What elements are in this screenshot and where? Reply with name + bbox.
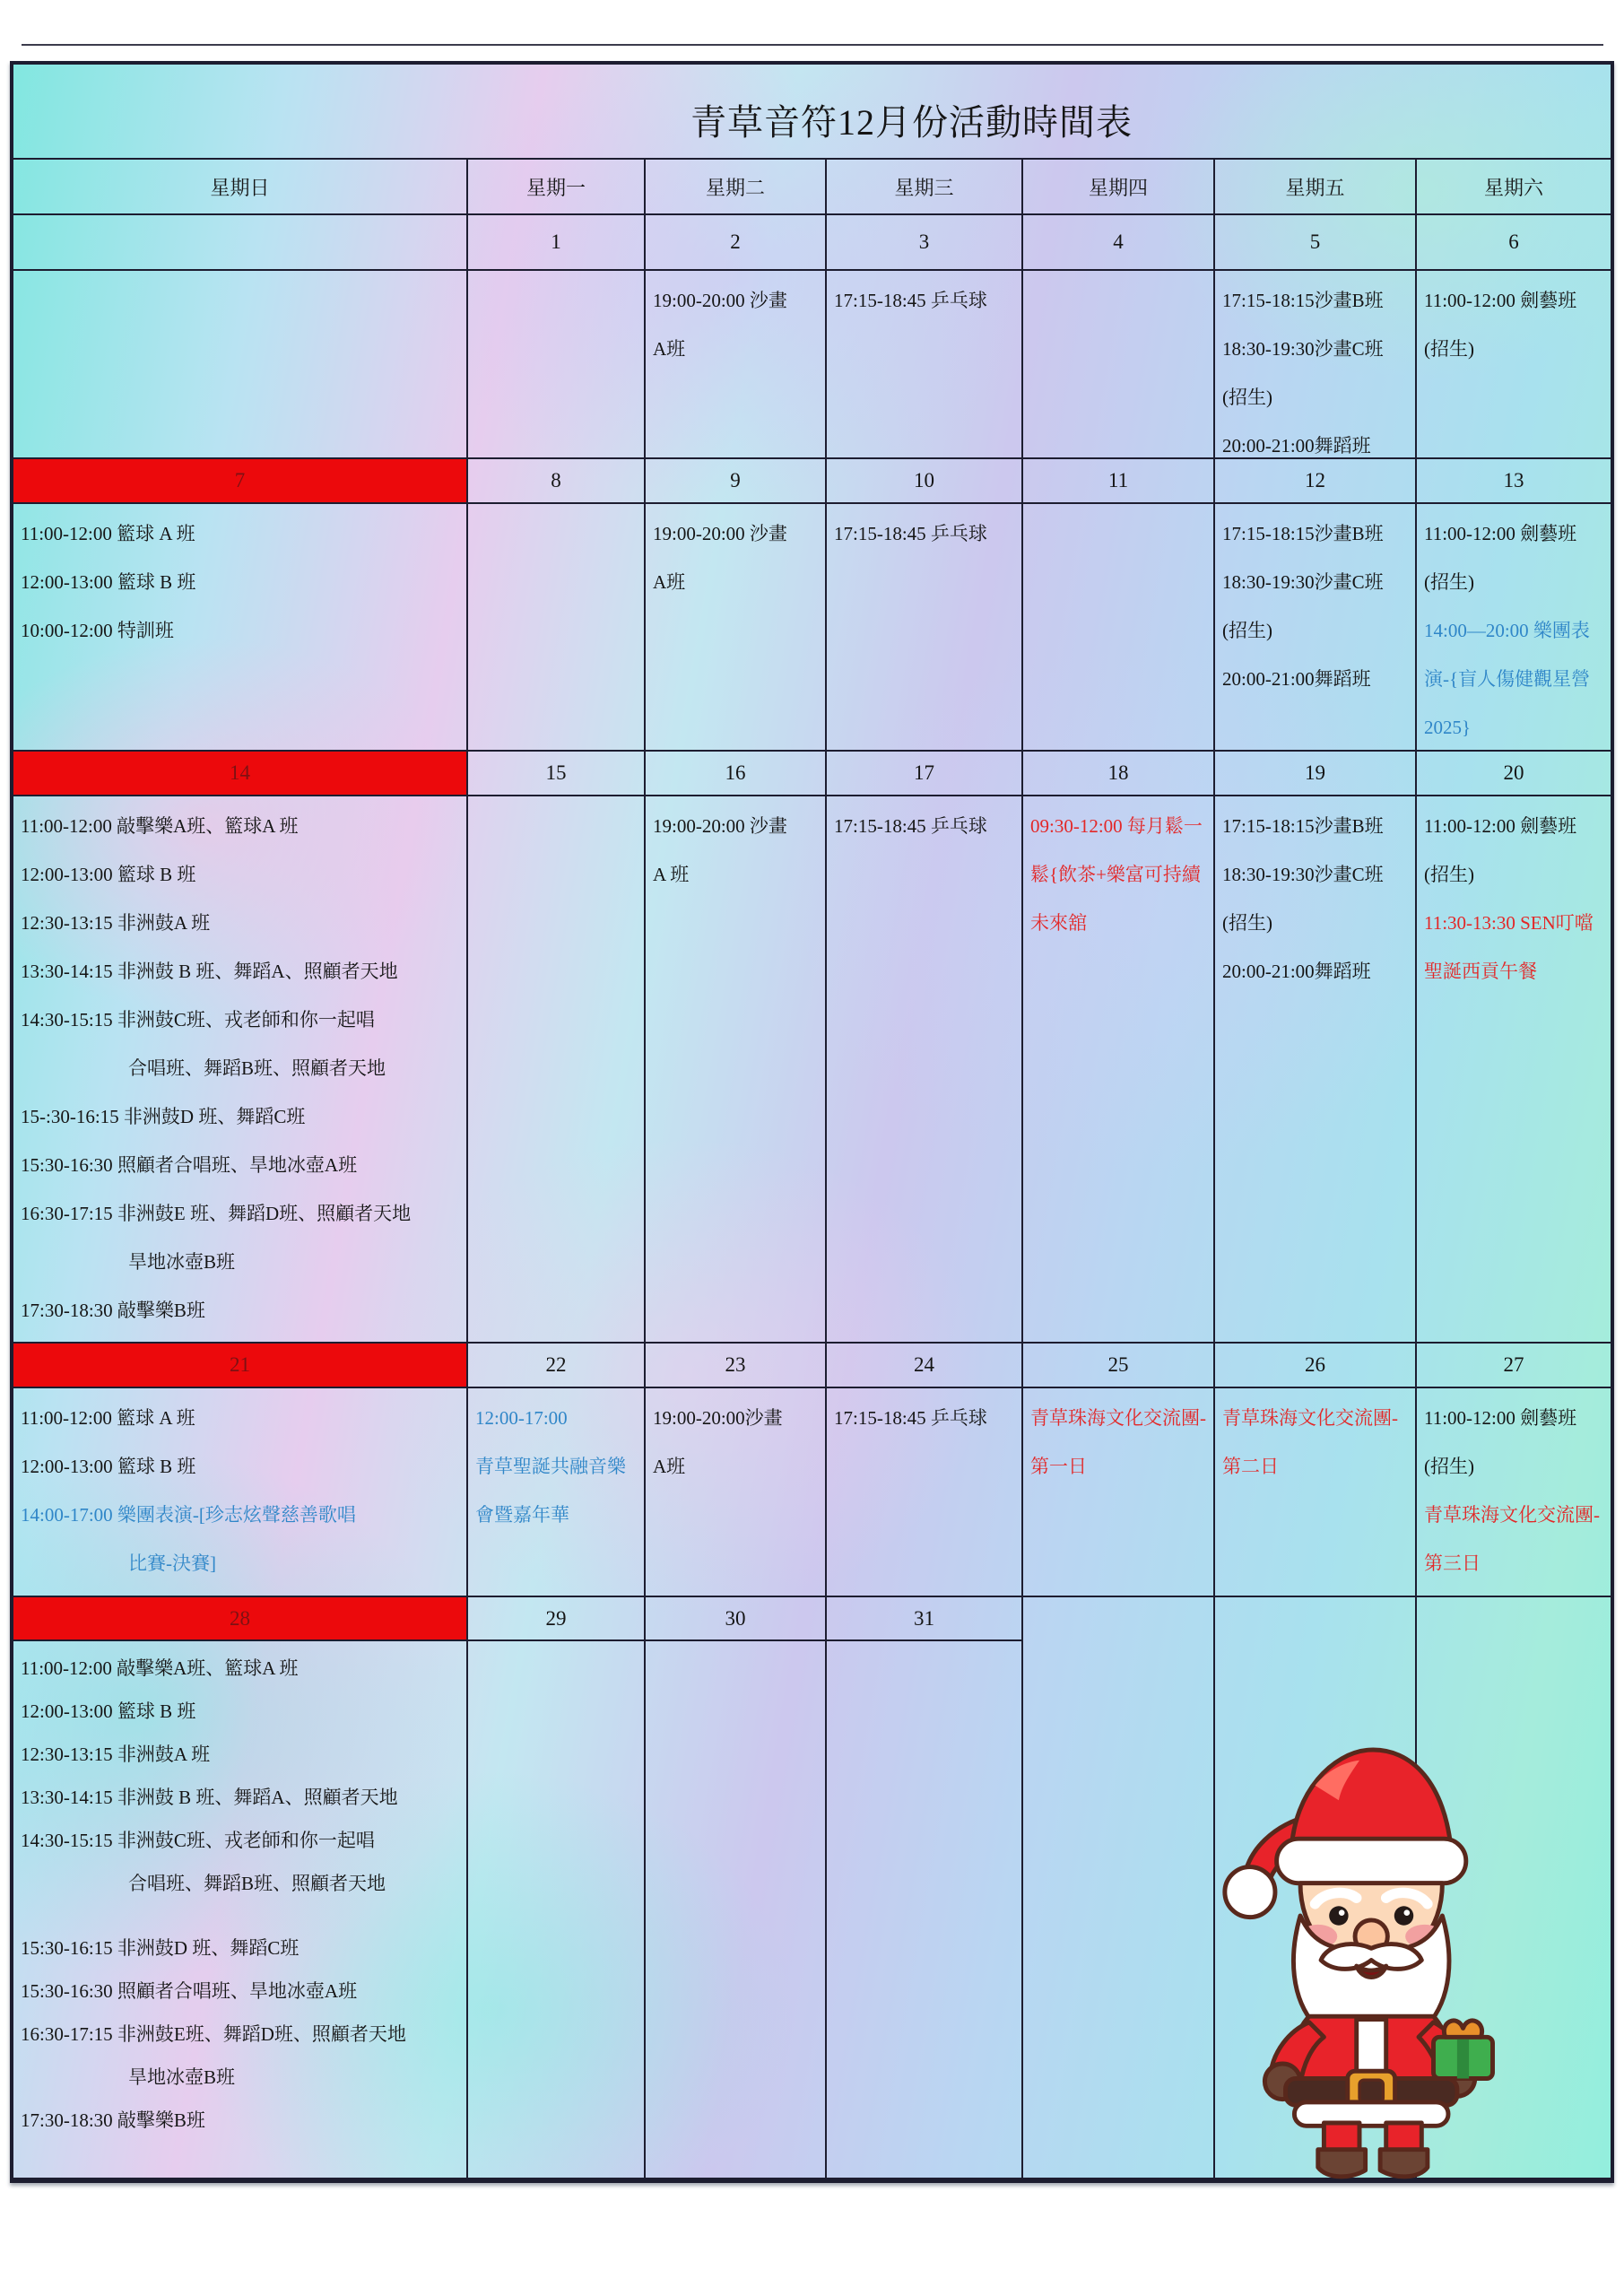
activity-line: 11:30-13:30 SEN叮噹聖誕西貢午餐 <box>1424 912 1594 982</box>
date-cell-week4-thu: 25 <box>1023 1344 1215 1388</box>
day-cell-week3-wed <box>827 796 1023 1344</box>
day-cell-week5-thu <box>1023 1597 1215 2179</box>
day-cell-week4-thu <box>1023 1388 1215 1597</box>
activity-line: A班 <box>653 338 686 360</box>
date-cell-week5-sun: 28 <box>13 1597 468 1641</box>
activity-line: 11:00-12:00 劍藝班 <box>1424 815 1577 837</box>
activity-line: 19:00-20:00沙畫 <box>653 1407 783 1429</box>
date-cell-week4-fri: 26 <box>1215 1344 1417 1388</box>
date-cell-week1-sun <box>13 215 468 271</box>
day-cell-week4-mon <box>468 1388 646 1597</box>
date-cell-week1-fri: 5 <box>1215 215 1417 271</box>
activity-line: 青草珠海文化交流團-第一日 <box>1030 1407 1206 1477</box>
activity-line: 14:00—20:00 樂團表演-{盲人傷健觀星營2025} <box>1424 620 1591 738</box>
activity-line: 青草珠海文化交流團-第二日 <box>1222 1407 1398 1477</box>
activity-line: 合唱班、舞蹈B班、照顧者天地 <box>128 1873 386 1894</box>
activity-line: 18:30-19:30沙畫C班 <box>1222 864 1384 885</box>
weekday-header-sun: 星期日 <box>13 160 468 215</box>
activity-line: 17:15-18:15沙畫B班 <box>1222 523 1384 544</box>
date-cell-week3-fri: 19 <box>1215 752 1417 796</box>
activity-line: 15:30-16:30 照顧者合唱班、旱地冰壺A班 <box>21 1980 358 2002</box>
day-cell-week2-sat <box>1417 504 1611 752</box>
activity-line: 11:00-12:00 敲擊樂A班、籃球A 班 <box>21 815 299 837</box>
day-cell-week3-thu <box>1023 796 1215 1344</box>
date-cell-week2-wed: 10 <box>827 459 1023 504</box>
activity-line: 12:00-13:00 籃球 B 班 <box>21 1700 196 1722</box>
activity-line: 17:15-18:45 乒乓球 <box>834 1407 987 1429</box>
day-cell-week3-mon <box>468 796 646 1344</box>
activity-line: A 班 <box>653 864 690 885</box>
activity-line: 17:30-18:30 敲擊樂B班 <box>21 1300 205 1321</box>
date-cell-week4-mon: 22 <box>468 1344 646 1388</box>
activity-line: 12:30-13:15 非洲鼓A 班 <box>21 1744 211 1765</box>
date-cell-week2-sat: 13 <box>1417 459 1611 504</box>
date-cell-week2-thu: 11 <box>1023 459 1215 504</box>
weekday-header-thu: 星期四 <box>1023 160 1215 215</box>
activity-line: (招生) <box>1424 864 1474 885</box>
activity-line: 11:00-12:00 劍藝班 <box>1424 290 1577 311</box>
date-cell-week4-wed: 24 <box>827 1344 1023 1388</box>
day-cell-week2-thu <box>1023 504 1215 752</box>
date-cell-week4-sat: 27 <box>1417 1344 1611 1388</box>
activity-line: 17:15-18:45 乒乓球 <box>834 290 987 311</box>
day-cell-week2-mon <box>468 504 646 752</box>
activity-line: 12:30-13:15 非洲鼓A 班 <box>21 912 211 934</box>
santa-claus-illustration <box>1194 1709 1524 2182</box>
activity-line: 旱地冰壺B班 <box>128 2066 236 2088</box>
day-cell-week2-wed <box>827 504 1023 752</box>
activity-line: (招生) <box>1222 387 1272 408</box>
day-cell-week4-wed <box>827 1388 1023 1597</box>
day-cell-week5-tue <box>646 1641 827 2179</box>
day-cell-week1-wed <box>827 271 1023 459</box>
day-cell-week4-sat <box>1417 1388 1611 1597</box>
date-cell-week4-sun: 21 <box>13 1344 468 1388</box>
activity-line: (招生) <box>1222 912 1272 934</box>
date-cell-week3-sun: 14 <box>13 752 468 796</box>
activity-line: 20:00-21:00舞蹈班 <box>1222 961 1371 982</box>
activity-line: 12:00-13:00 籃球 B 班 <box>21 571 196 593</box>
activity-line: 13:30-14:15 非洲鼓 B 班、舞蹈A、照顧者天地 <box>21 1787 398 1808</box>
activity-line: (招生) <box>1222 620 1272 641</box>
day-cell-week5-mon <box>468 1641 646 2179</box>
date-cell-week3-sat: 20 <box>1417 752 1611 796</box>
activity-line: 比賽-決賽] <box>128 1552 216 1574</box>
activity-line: 12:00-13:00 籃球 B 班 <box>21 1456 196 1477</box>
day-cell-week4-sun <box>13 1388 468 1597</box>
activity-line: 15:30-16:30 照顧者合唱班、旱地冰壺A班 <box>21 1154 358 1176</box>
date-cell-week1-tue: 2 <box>646 215 827 271</box>
day-cell-week5-sun <box>13 1641 468 2179</box>
date-cell-week2-mon: 8 <box>468 459 646 504</box>
day-cell-week2-sun <box>13 504 468 752</box>
activity-line: 12:00-13:00 籃球 B 班 <box>21 864 196 885</box>
day-cell-week3-sat <box>1417 796 1611 1344</box>
activity-line: 10:00-12:00 特訓班 <box>21 620 174 641</box>
date-cell-week1-thu: 4 <box>1023 215 1215 271</box>
activity-line: 20:00-21:00舞蹈班 <box>1222 435 1371 457</box>
activity-line: 09:30-12:00 每月鬆一鬆{飲茶+樂富可持續未來舘 <box>1030 815 1203 934</box>
day-cell-week1-sun <box>13 271 468 459</box>
day-cell-week3-tue <box>646 796 827 1344</box>
day-cell-week2-fri <box>1215 504 1417 752</box>
activity-line: 15-:30-16:15 非洲鼓D 班、舞蹈C班 <box>21 1106 306 1127</box>
activity-line: 18:30-19:30沙畫C班 <box>1222 338 1384 360</box>
spacer-line <box>21 1905 459 1926</box>
weekday-header-tue: 星期二 <box>646 160 827 215</box>
day-cell-week5-wed <box>827 1641 1023 2179</box>
activity-line: 合唱班、舞蹈B班、照顧者天地 <box>128 1057 386 1079</box>
activity-line: 11:00-12:00 籃球 A 班 <box>21 523 195 544</box>
activity-line: 20:00-21:00舞蹈班 <box>1222 668 1371 690</box>
day-cell-week3-sun <box>13 796 468 1344</box>
activity-line: 19:00-20:00 沙畫 <box>653 815 787 837</box>
page-title: 青草音符12月份活動時間表 <box>13 65 1611 160</box>
activity-line: 13:30-14:15 非洲鼓 B 班、舞蹈A、照顧者天地 <box>21 961 398 982</box>
activity-line: 14:30-15:15 非洲鼓C班、戎老師和你一起唱 <box>21 1830 375 1851</box>
activity-line: 旱地冰壺B班 <box>128 1251 236 1273</box>
date-cell-week1-wed: 3 <box>827 215 1023 271</box>
day-cell-week1-sat <box>1417 271 1611 459</box>
activity-line: (招生) <box>1424 1456 1474 1477</box>
weekday-header-mon: 星期一 <box>468 160 646 215</box>
activity-line: 18:30-19:30沙畫C班 <box>1222 571 1384 593</box>
activity-line: 14:30-15:15 非洲鼓C班、戎老師和你一起唱 <box>21 1009 375 1031</box>
activity-line: 11:00-12:00 敲擊樂A班、籃球A 班 <box>21 1657 299 1679</box>
day-cell-week1-tue <box>646 271 827 459</box>
activity-line: 11:00-12:00 劍藝班 <box>1424 1407 1577 1429</box>
activity-line: (招生) <box>1424 571 1474 593</box>
activity-line: 17:15-18:45 乒乓球 <box>834 815 987 837</box>
activity-line: 16:30-17:15 非洲鼓E班、舞蹈D班、照顧者天地 <box>21 2023 406 2045</box>
activity-line: 15:30-16:15 非洲鼓D 班、舞蹈C班 <box>21 1937 300 1959</box>
date-cell-week1-sat: 6 <box>1417 215 1611 271</box>
activity-line: 12:00-17:00 <box>475 1407 568 1429</box>
date-cell-week3-mon: 15 <box>468 752 646 796</box>
date-cell-week2-tue: 9 <box>646 459 827 504</box>
date-cell-week4-tue: 23 <box>646 1344 827 1388</box>
date-cell-week5-wed: 31 <box>827 1597 1023 1641</box>
weekday-header-sat: 星期六 <box>1417 160 1611 215</box>
day-cell-week4-tue <box>646 1388 827 1597</box>
date-cell-week2-fri: 12 <box>1215 459 1417 504</box>
activity-line: 青草聖誕共融音樂會暨嘉年華 <box>475 1456 626 1526</box>
activity-line: 青草珠海文化交流團-第三日 <box>1424 1504 1600 1574</box>
day-cell-week4-fri <box>1215 1388 1417 1597</box>
day-cell-week1-thu <box>1023 271 1215 459</box>
activity-line: 11:00-12:00 劍藝班 <box>1424 523 1577 544</box>
weekday-header-wed: 星期三 <box>827 160 1023 215</box>
activity-line: (招生) <box>1424 338 1474 360</box>
activity-line: 14:00-17:00 樂團表演-[珍志炫聲慈善歌唱 <box>21 1504 356 1526</box>
date-cell-week5-mon: 29 <box>468 1597 646 1641</box>
date-cell-week3-tue: 16 <box>646 752 827 796</box>
activity-line: 16:30-17:15 非洲鼓E 班、舞蹈D班、照顧者天地 <box>21 1203 412 1224</box>
date-cell-week5-tue: 30 <box>646 1597 827 1641</box>
activity-line: 19:00-20:00 沙畫 <box>653 290 787 311</box>
activity-line: A班 <box>653 1456 686 1477</box>
date-cell-week1-mon: 1 <box>468 215 646 271</box>
date-cell-week2-sun: 7 <box>13 459 468 504</box>
activity-line: 19:00-20:00 沙畫 <box>653 523 787 544</box>
weekday-header-fri: 星期五 <box>1215 160 1417 215</box>
activity-line: 17:15-18:15沙畫B班 <box>1222 290 1384 311</box>
activity-line: 17:15-18:15沙畫B班 <box>1222 815 1384 837</box>
activity-line: 17:30-18:30 敲擊樂B班 <box>21 2109 205 2131</box>
day-cell-week1-mon <box>468 271 646 459</box>
activity-line: 17:15-18:45 乒乓球 <box>834 523 987 544</box>
activity-line: 11:00-12:00 籃球 A 班 <box>21 1407 195 1429</box>
activity-line: A班 <box>653 571 686 593</box>
day-cell-week2-tue <box>646 504 827 752</box>
date-cell-week3-thu: 18 <box>1023 752 1215 796</box>
date-cell-week3-wed: 17 <box>827 752 1023 796</box>
top-divider-line <box>22 44 1603 46</box>
day-cell-week3-fri <box>1215 796 1417 1344</box>
day-cell-week1-fri <box>1215 271 1417 459</box>
